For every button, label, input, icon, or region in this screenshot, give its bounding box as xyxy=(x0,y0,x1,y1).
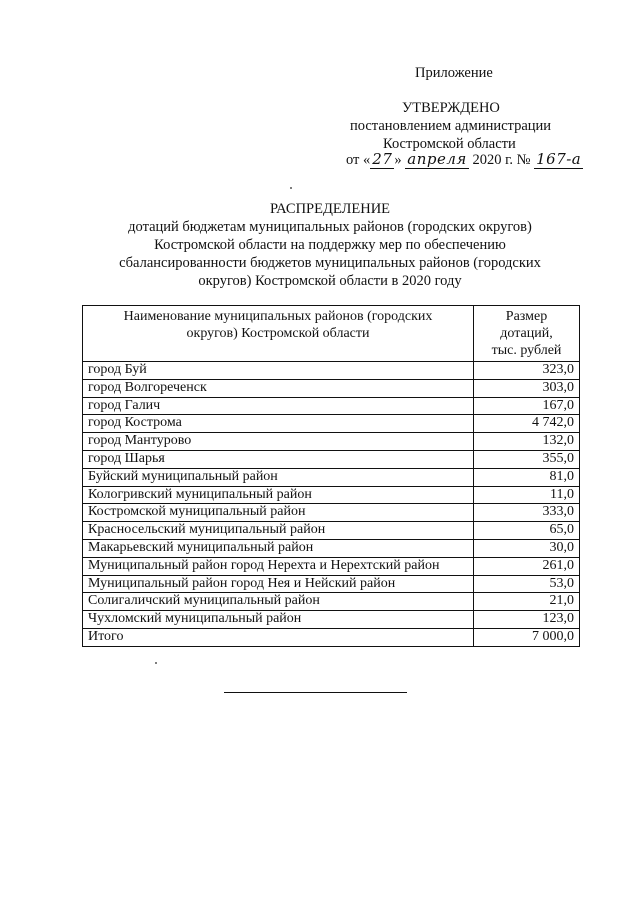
table-row xyxy=(83,397,580,415)
district-name-cell: Макарьевский муниципальный район xyxy=(83,539,474,557)
date-year: 2020 г. № xyxy=(468,152,535,168)
subsidy-amount-cell: 30,0 xyxy=(474,539,580,557)
decree-date-line xyxy=(346,150,583,169)
district-name-cell: город Мантурово xyxy=(83,433,474,451)
district-name-cell: город Буй xyxy=(83,362,474,380)
header-text: Размер xyxy=(505,309,548,324)
date-prefix: от « xyxy=(346,152,371,168)
subsidy-amount-cell: 261,0 xyxy=(474,557,580,575)
table-row xyxy=(83,593,580,611)
district-name-cell: Муниципальный район город Нея и Нейский район xyxy=(83,575,474,593)
column-header-amount xyxy=(474,306,580,362)
decree-number-handwritten: 167-а xyxy=(536,150,582,168)
district-name-cell: Итого xyxy=(83,628,474,646)
subsidy-amount-cell: 132,0 xyxy=(474,433,580,451)
district-name-cell: город Шарья xyxy=(83,450,474,468)
header-text: округов) Костромской области xyxy=(186,326,370,341)
district-name-cell: город Волгореченск xyxy=(83,379,474,397)
subsidy-amount-cell: 81,0 xyxy=(474,468,580,486)
title-line: дотаций бюджетам муниципальных районов (городских округов) xyxy=(128,219,532,235)
document-title xyxy=(80,200,580,290)
subsidy-amount-cell: 65,0 xyxy=(474,522,580,540)
subsidy-amount-cell: 167,0 xyxy=(474,397,580,415)
subsidy-amount-cell: 21,0 xyxy=(474,593,580,611)
district-name-cell: Солигаличский муниципальный район xyxy=(83,593,474,611)
header-text: Наименование муниципальных районов (городских xyxy=(123,309,433,324)
subsidy-amount-cell: 123,0 xyxy=(474,611,580,629)
approved-stamp: УТВЕРЖДЕНО xyxy=(402,100,500,116)
table-row xyxy=(83,486,580,504)
district-name-cell: Костромской муниципальный район xyxy=(83,504,474,522)
approved-region-line: Костромской области xyxy=(383,136,516,152)
subsidy-amount-cell: 53,0 xyxy=(474,575,580,593)
subsidy-distribution-table xyxy=(82,305,580,647)
table-row xyxy=(83,468,580,486)
subsidy-amount-cell: 7 000,0 xyxy=(474,628,580,646)
title-heading: РАСПРЕДЕЛЕНИЕ xyxy=(269,201,391,217)
district-name-cell: Красносельский муниципальный район xyxy=(83,522,474,540)
table-row xyxy=(83,611,580,629)
district-name-cell: Муниципальный район город Нерехта и Нерехтский район xyxy=(83,557,474,575)
subsidy-amount-cell: 323,0 xyxy=(474,362,580,380)
district-name-cell: Чухломский муниципальный район xyxy=(83,611,474,629)
district-name-cell: город Галич xyxy=(83,397,474,415)
district-name-cell: Буйский муниципальный район xyxy=(83,468,474,486)
subsidy-amount-cell: 303,0 xyxy=(474,379,580,397)
subsidy-amount-cell: 355,0 xyxy=(474,450,580,468)
table-row xyxy=(83,522,580,540)
closing-rule xyxy=(224,692,407,693)
subsidy-amount-cell: 4 742,0 xyxy=(474,415,580,433)
table-row xyxy=(83,415,580,433)
table-header-row xyxy=(83,306,580,362)
scan-speck xyxy=(155,662,157,664)
title-line: Костромской области на поддержку мер по обеспечению xyxy=(154,237,506,253)
approved-by-line: постановлением администрации xyxy=(350,118,552,134)
header-text: дотаций, xyxy=(500,326,553,341)
title-line: округов) Костромской области в 2020 году xyxy=(198,273,462,289)
column-header-name xyxy=(83,306,474,362)
district-name-cell: Кологривский муниципальный район xyxy=(83,486,474,504)
scan-speck xyxy=(290,187,292,189)
date-mid: » xyxy=(394,152,406,168)
table-row xyxy=(83,379,580,397)
table-row xyxy=(83,362,580,380)
subsidy-amount-cell: 11,0 xyxy=(474,486,580,504)
table-row xyxy=(83,557,580,575)
title-line: сбалансированности бюджетов муниципальных районов (городских xyxy=(119,255,541,271)
table-row xyxy=(83,504,580,522)
subsidy-amount-cell: 333,0 xyxy=(474,504,580,522)
table-row xyxy=(83,539,580,557)
date-day-handwritten: 27 xyxy=(372,150,393,168)
table-row xyxy=(83,450,580,468)
table-total-row xyxy=(83,628,580,646)
table-row xyxy=(83,433,580,451)
district-name-cell: город Кострома xyxy=(83,415,474,433)
table-row xyxy=(83,575,580,593)
appendix-label: Приложение xyxy=(415,65,493,81)
header-text: тыс. рублей xyxy=(491,343,562,358)
date-month-handwritten: апреля xyxy=(407,150,467,168)
